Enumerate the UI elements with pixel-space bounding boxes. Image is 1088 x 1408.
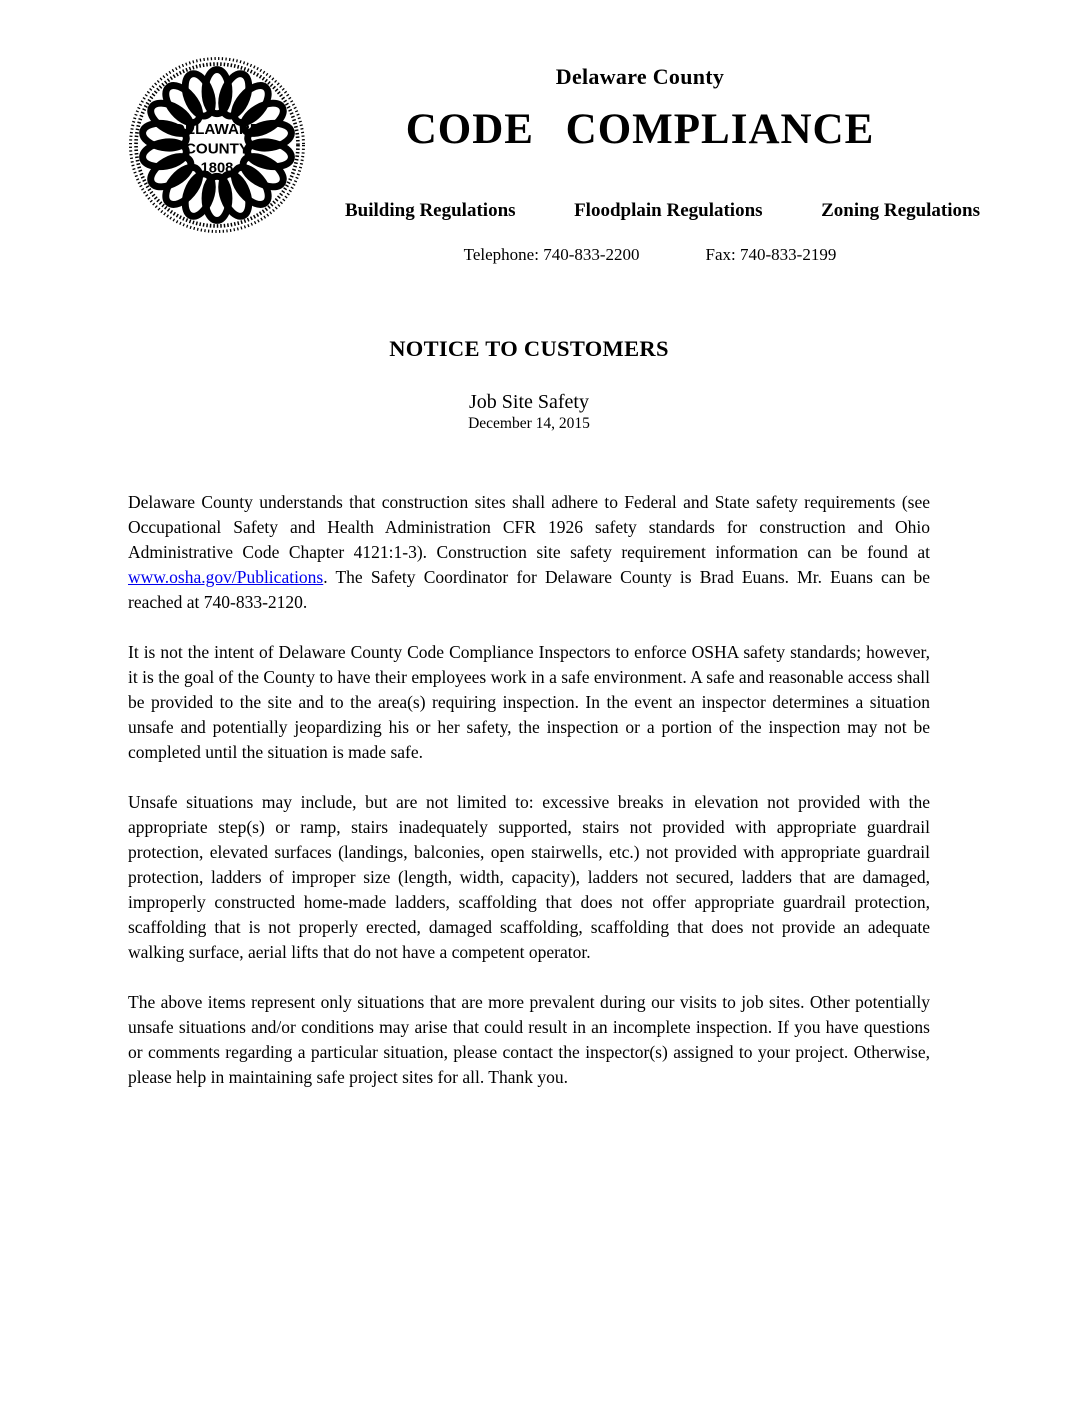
division-building: Building Regulations xyxy=(345,200,516,222)
paragraph-1 xyxy=(128,490,930,615)
org-name: Delaware County xyxy=(555,64,725,89)
notice-body xyxy=(128,336,930,1115)
paragraph-4: The above items represent only situations that are more prevalent during our visits to job sites. Other potentially unsafe situations and/or conditions may arise that could result in an incomplete inspection. If you have questions or comments regarding a particular situation, please contact the inspector(s) assigned to your project. Otherwise, please help in maintaining safe project sites for all. Thank you. xyxy=(128,992,930,1087)
seal-text-year: 1808 xyxy=(200,160,234,177)
paragraph-3: Unsafe situations may include, but are not limited to: excessive breaks in elevation not provided with the appropriate step(s) or ramp, stairs inadequately supported, stairs not provided with appropriate guardrail protection, elevated surfaces (landings, balconies, open stairwells, etc.) not provided with appropriate guardrail protection, ladders of improper size (length, width, capacity), ladders not secured, ladders that are damaged, improperly constructed home-made ladders, scaffolding that does not offer appropriate guardrail protection, scaffolding that is not properly erected, damaged scaffolding, scaffolding that does not provide an adequate walking surface, aerial lifts that do not have a competent operator. xyxy=(128,792,930,962)
telephone-number: Telephone: 740-833-2200 xyxy=(463,245,640,265)
paragraph-1-text-before-link: Delaware County understands that construction sites shall adhere to Federal and State safety requirements (see Occupational Safety and Health Administration CFR 1926 safety standards for construction and Ohio Administrative Code Chapter 4121:1-3). Construction site safety requirement information can be found at xyxy=(128,492,930,562)
paragraph-section xyxy=(128,490,930,1090)
notice-heading: NOTICE TO CUSTOMERS xyxy=(389,336,669,361)
seal-text-county-word: COUNTY xyxy=(184,140,250,158)
department-title: CODE COMPLIANCE xyxy=(405,106,875,153)
fax-number: Fax: 740-833-2199 xyxy=(705,245,837,265)
division-zoning: Zoning Regulations xyxy=(821,200,980,222)
county-seal-graphic xyxy=(125,53,309,237)
contact-row xyxy=(300,245,980,265)
paragraph-2: It is not the intent of Delaware County Code Compliance Inspectors to enforce OSHA safety standards; however, it is the goal of the County to have their employees work in a safe environment. A safe and reasonable access shall be provided to the site and to the area(s) requiring inspection. In the event an inspector determines a situation unsafe and potentially jeopardizing his or her safety, the inspection or a portion of the inspection may not be completed until the situation is made safe. xyxy=(128,642,930,762)
letterhead xyxy=(300,64,980,265)
notice-date: December 14, 2015 xyxy=(468,415,590,432)
county-seal-logo xyxy=(125,53,309,237)
notice-subject: Job Site Safety xyxy=(469,391,589,413)
paragraph-1-text-after-link: . The Safety Coordinator for Delaware County is Brad Euans. Mr. Euans can be reached at 740-833-2120. xyxy=(128,567,930,612)
division-floodplain: Floodplain Regulations xyxy=(574,200,763,222)
division-list xyxy=(345,200,980,222)
seal-text-county-name: DELAWARE xyxy=(174,120,260,138)
osha-publications-link[interactable]: www.osha.gov/Publications xyxy=(128,567,324,587)
